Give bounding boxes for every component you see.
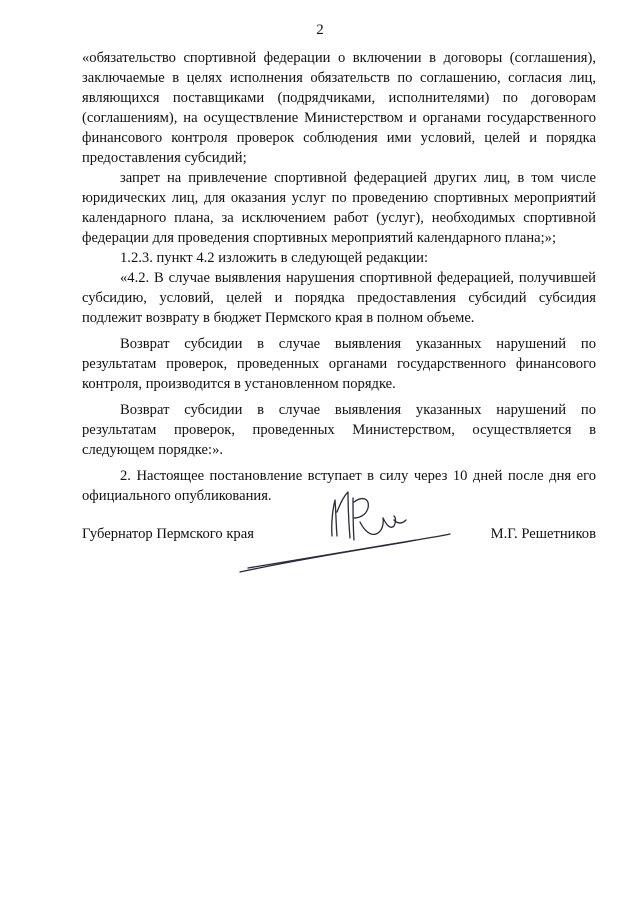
document-body — [82, 48, 596, 506]
paragraph-effective-date: 2. Настоящее постановление вступает в силу через 10 дней после дня его официального опубликования. — [82, 468, 596, 504]
paragraph-clause-4-2: «4.2. В случае выявления нарушения спортивной федерацией, получившей субсидию, условий, целей и порядка предоставления субсидий субсидия подлежит возврату в бюджет Пермского края в полном объеме. — [82, 270, 596, 326]
page-number: 2 — [316, 22, 324, 38]
paragraph-amendment-1-2-3: 1.2.3. пункт 4.2 изложить в следующей редакции: — [120, 250, 429, 266]
signer-title: Губернатор Пермского края — [82, 526, 254, 542]
signer-name: М.Г. Решетников — [490, 526, 596, 542]
paragraph-refund-state-control: Возврат субсидии в случае выявления указанных нарушений по результатам проверок, проведенных органами государственного финансового контроля, производится в установленном порядке. — [82, 336, 596, 392]
signature-block — [82, 522, 596, 546]
paragraph-prohibition-clause: запрет на привлечение спортивной федерацией других лиц, в том числе юридических лиц, для оказания услуг по проведению спортивных мероприятий календарного плана, за исключением работ (услуг), необходимых спортивной федерации для проведения спортивных мероприятий календарного плана;»; — [82, 170, 596, 246]
paragraph-refund-ministry: Возврат субсидии в случае выявления указанных нарушений по результатам проверок, проведенных Министерством, осуществляется в следующем порядке:». — [82, 402, 596, 458]
paragraph-obligation-clause: «обязательство спортивной федерации о включении в договоры (соглашения), заключаемые в целях исполнения обязательств по соглашению, согласия лиц, являющихся поставщиками (подрядчиками, исполнителями) по договорам (соглашениям), на осуществление Министерством и органами государственного финансового контроля проверок соблюдения ими условий, целей и порядка предоставления субсидий; — [82, 50, 596, 166]
